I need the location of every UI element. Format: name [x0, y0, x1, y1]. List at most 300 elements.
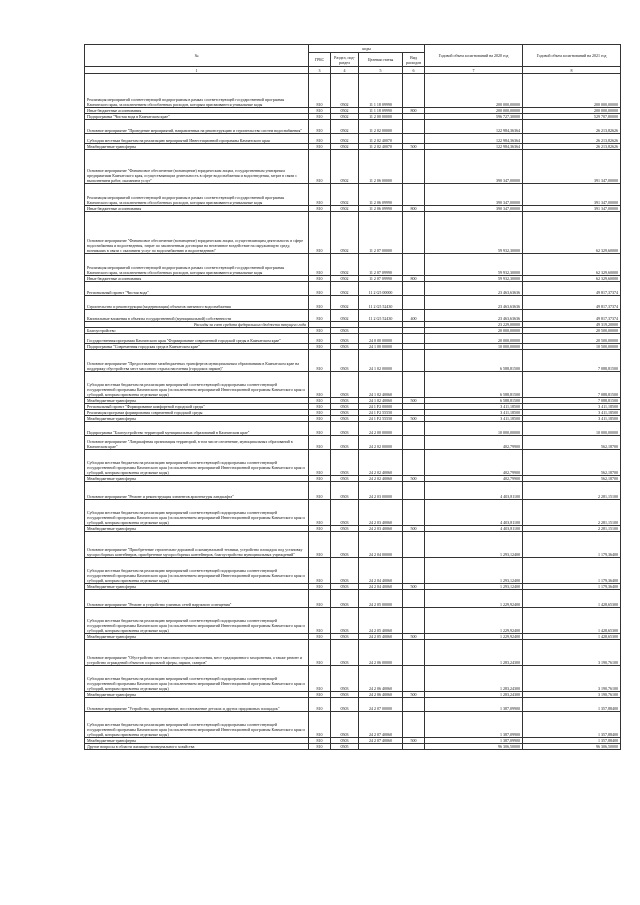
- grbs-cell: 810: [309, 744, 331, 750]
- table-row: [85, 334, 621, 344]
- row-name: Межбюджетные трансферты: [85, 526, 309, 532]
- expense-type-cell: [403, 334, 425, 344]
- grbs-cell: 810: [309, 372, 331, 398]
- grbs-cell: 810: [309, 328, 331, 334]
- amount-2021-cell: 1 357,88400: [523, 698, 621, 712]
- row-name: Региональный проект "Формирование комфортной городской среды": [85, 404, 309, 410]
- table-row: [85, 500, 621, 526]
- target-article-cell: 11 2 00 00000: [359, 114, 403, 120]
- table-row: [85, 532, 621, 558]
- razdel-cell: 0503: [331, 634, 359, 640]
- amount-2021-cell: 7 088,81500: [523, 350, 621, 372]
- header-expense-type: Вид расходов: [403, 53, 425, 67]
- expense-type-cell: [403, 482, 425, 500]
- target-article-cell: 24 2 06 40060: [359, 666, 403, 692]
- razdel-cell: 0503: [331, 404, 359, 410]
- row-name: Реализация мероприятий соответствующей подпрограммы в рамках соответствующей государственной программы Камчатского края, за исключением обособленных расходов, которым присваиваются уникальные коды: [85, 254, 309, 276]
- row-name: Реализация мероприятий соответствующей подпрограммы в рамках соответствующей государственной программы Камчатского края, за исключением обособленных расходов, которым присваиваются уникальные коды: [85, 184, 309, 206]
- amount-2021-cell: 562,18700: [523, 476, 621, 482]
- razdel-cell: 0503: [331, 422, 359, 436]
- column-index: 5: [359, 67, 403, 74]
- razdel-cell: 0502: [331, 254, 359, 276]
- grbs-cell: 810: [309, 532, 331, 558]
- target-article-cell: 24 2 03 40060: [359, 526, 403, 532]
- target-article-cell: 24 1 02 40060: [359, 372, 403, 398]
- grbs-cell: 810: [309, 590, 331, 608]
- amount-2020-cell: 596 727,30000: [425, 114, 523, 120]
- grbs-cell: 810: [309, 558, 331, 584]
- razdel-cell: 0503: [331, 410, 359, 416]
- table-row: [85, 74, 621, 108]
- row-name: Межбюджетные трансферты: [85, 738, 309, 744]
- grbs-cell: 810: [309, 476, 331, 482]
- razdel-cell: 0503: [331, 344, 359, 350]
- table-row: [85, 712, 621, 738]
- grbs-cell: 810: [309, 500, 331, 526]
- row-name: Межбюджетные трансферты: [85, 692, 309, 698]
- amount-2021-cell: 1 179,36400: [523, 558, 621, 584]
- row-name: Подпрограмма "Чистая вода в Камчатском крае": [85, 114, 309, 120]
- razdel-cell: 0502: [331, 134, 359, 144]
- row-name: Межбюджетные трансферты: [85, 634, 309, 640]
- expense-type-cell: [403, 590, 425, 608]
- expense-type-cell: [403, 372, 425, 398]
- expense-type-cell: [403, 666, 425, 692]
- table-row: [85, 482, 621, 500]
- row-name: Строительство и реконструкция (модернизация) объектов питьевого водоснабжения: [85, 296, 309, 310]
- amount-2021-cell: 391 347,00000: [523, 184, 621, 206]
- row-name: Основное мероприятие "Приобретение строительно-дорожной и коммунальной техники, устройство площадок под установку мусоросборных контейнеров, приобретение мусоросборных контейнеров, благоустройство муниципальных учреждений": [85, 532, 309, 558]
- amount-2020-cell: 59 932,30000: [425, 276, 523, 282]
- amount-2021-cell: 3 190,76100: [523, 692, 621, 698]
- table-row: [85, 640, 621, 666]
- grbs-cell: 810: [309, 108, 331, 114]
- grbs-cell: 810: [309, 334, 331, 344]
- target-article-cell: 24 2 05 00000: [359, 590, 403, 608]
- amount-2020-cell: 59 932,30000: [425, 254, 523, 276]
- amount-2020-cell: 59 932,30000: [425, 212, 523, 254]
- header-number: №: [85, 45, 309, 67]
- amount-2021-cell: 1 357,88400: [523, 712, 621, 738]
- table-row: [85, 120, 621, 134]
- expense-type-cell: [403, 608, 425, 634]
- razdel-cell: 0505: [331, 744, 359, 750]
- target-article-cell: 24 2 07 40060: [359, 712, 403, 738]
- expense-type-cell: [403, 74, 425, 108]
- razdel-cell: 0503: [331, 584, 359, 590]
- grbs-cell: 810: [309, 184, 331, 206]
- row-name: Основное мероприятие "Предоставление межбюджетных трансфертов муниципальным образованиям в Камчатском крае на поддержку обустройства мест массового отдыха населения (городских парков)": [85, 350, 309, 372]
- amount-2020-cell: 3 411,18500: [425, 410, 523, 416]
- amount-2021-cell: 2 281,15100: [523, 500, 621, 526]
- row-name: Субсидии местным бюджетам на реализацию мероприятий соответствующей подпрограммы соответствующей государственной программы Камчатского края (за исключением мероприятий Инвестиционной программы Камчатского края и субсидий, которым присвоены отдельные коды): [85, 450, 309, 476]
- razdel-cell: 0503: [331, 532, 359, 558]
- grbs-cell: 810: [309, 482, 331, 500]
- table-row: [85, 150, 621, 184]
- amount-2020-cell: 200 000,00000: [425, 74, 523, 108]
- row-name: Другие вопросы в области жилищно-коммунального хозяйства: [85, 744, 309, 750]
- razdel-cell: 0503: [331, 558, 359, 584]
- target-article-cell: 11 1 18 09990: [359, 74, 403, 108]
- grbs-cell: 810: [309, 698, 331, 712]
- grbs-cell: 810: [309, 254, 331, 276]
- amount-2020-cell: 1 387,09900: [425, 712, 523, 738]
- row-name: Расходы за счет средств федерального бюджета текущего года: [85, 322, 309, 328]
- row-name: Основное мероприятие "Устройство, проектирование, восстановление детских и других придомовых площадок": [85, 698, 309, 712]
- table-row: [85, 666, 621, 692]
- row-name: Подпрограмма "Благоустройство территорий муниципальных образований в Камчатском крае": [85, 422, 309, 436]
- grbs-cell: 810: [309, 310, 331, 322]
- amount-2021-cell: 2 281,15100: [523, 526, 621, 532]
- expense-type-cell: 500: [403, 738, 425, 744]
- razdel-cell: 0503: [331, 372, 359, 398]
- column-index: 3: [309, 67, 331, 74]
- target-article-cell: 24 2 03 00000: [359, 482, 403, 500]
- amount-2021-cell: 10 500,00000: [523, 344, 621, 350]
- amount-2020-cell: 1 387,09900: [425, 738, 523, 744]
- amount-2021-cell: 10 000,00000: [523, 422, 621, 436]
- table-row: [85, 436, 621, 450]
- razdel-cell: 0503: [331, 738, 359, 744]
- razdel-cell: 0502: [331, 212, 359, 254]
- row-name: Субсидии местным бюджетам на реализацию мероприятий Инвестиционной программы Камчатского края: [85, 134, 309, 144]
- razdel-cell: 0502: [331, 282, 359, 296]
- table-row: [85, 296, 621, 310]
- row-name: Основное мероприятие "Обустройство мест массового отдыха населения, мест традиционного захоронения, а также ремонт и устройство ограждений объектов социальной сферы, парков, скверов": [85, 640, 309, 666]
- column-index: 6: [403, 67, 425, 74]
- amount-2020-cell: 200 000,00000: [425, 108, 523, 114]
- amount-2020-cell: 10 000,00000: [425, 422, 523, 436]
- table-row: [85, 422, 621, 436]
- amount-2021-cell: 3 190,76100: [523, 640, 621, 666]
- grbs-cell: 810: [309, 150, 331, 184]
- grbs-cell: 810: [309, 526, 331, 532]
- amount-2021-cell: 562,18700: [523, 436, 621, 450]
- grbs-cell: 810: [309, 134, 331, 144]
- row-name: Реализация программ формирования современной городской среды: [85, 410, 309, 416]
- row-name: Межбюджетные трансферты: [85, 476, 309, 482]
- amount-2020-cell: 390 347,00000: [425, 206, 523, 212]
- expense-type-cell: [403, 500, 425, 526]
- expense-type-cell: [403, 120, 425, 134]
- expense-type-cell: [403, 698, 425, 712]
- amount-2020-cell: 6 588,81500: [425, 372, 523, 398]
- amount-2021-cell: 26 213,82626: [523, 120, 621, 134]
- razdel-cell: 0503: [331, 398, 359, 404]
- razdel-cell: 0503: [331, 526, 359, 532]
- razdel-cell: 0502: [331, 296, 359, 310]
- amount-2021-cell: 96 306,50000: [523, 744, 621, 750]
- amount-2021-cell: 62 329,60000: [523, 212, 621, 254]
- grbs-cell: 810: [309, 144, 331, 150]
- target-article-cell: 24 2 04 40060: [359, 584, 403, 590]
- expense-type-cell: [403, 422, 425, 436]
- razdel-cell: 0502: [331, 310, 359, 322]
- amount-2020-cell: 4 403,81100: [425, 482, 523, 500]
- razdel-cell: 0503: [331, 666, 359, 692]
- amount-2021-cell: 1 428,65300: [523, 634, 621, 640]
- amount-2021-cell: 391 347,00000: [523, 150, 621, 184]
- amount-2021-cell: 200 000,00000: [523, 74, 621, 108]
- table-row: [85, 184, 621, 206]
- expense-type-cell: [403, 640, 425, 666]
- amount-2021-cell: 391 347,00000: [523, 206, 621, 212]
- grbs-cell: 810: [309, 416, 331, 422]
- amount-2021-cell: 3 411,18500: [523, 404, 621, 410]
- amount-2020-cell: 1 293,12400: [425, 532, 523, 558]
- expense-type-cell: [403, 450, 425, 476]
- razdel-cell: 0503: [331, 436, 359, 450]
- grbs-cell: 810: [309, 634, 331, 640]
- target-article-cell: 24 1 F2 55550: [359, 416, 403, 422]
- target-article-cell: 11 2 02 40070: [359, 134, 403, 144]
- row-name: Основное мероприятие "Ремонт и устройство уличных сетей наружного освещения": [85, 590, 309, 608]
- column-index: 7: [425, 67, 523, 74]
- table-row: [85, 254, 621, 276]
- amount-2020-cell: 122 984,36364: [425, 144, 523, 150]
- amount-2020-cell: 402,79900: [425, 436, 523, 450]
- amount-2020-cell: 402,79900: [425, 450, 523, 476]
- row-name: Субсидии местным бюджетам на реализацию мероприятий соответствующей подпрограммы соответствующей государственной программы Камчатского края (за исключением мероприятий Инвестиционной программы Камчатского края и субсидий, которым присвоены отдельные коды): [85, 666, 309, 692]
- amount-2020-cell: 3 411,18500: [425, 416, 523, 422]
- amount-2020-cell: 1 283,24300: [425, 692, 523, 698]
- target-article-cell: 24 2 07 00000: [359, 698, 403, 712]
- row-name: Межбюджетные трансферты: [85, 416, 309, 422]
- grbs-cell: 810: [309, 282, 331, 296]
- header-target-article: Целевая статья: [359, 53, 403, 67]
- expense-type-cell: 400: [403, 310, 425, 322]
- razdel-cell: 0502: [331, 184, 359, 206]
- amount-2020-cell: 23 463,63636: [425, 296, 523, 310]
- row-name: Межбюджетные трансферты: [85, 144, 309, 150]
- amount-2020-cell: 23 463,63636: [425, 310, 523, 322]
- grbs-cell: 810: [309, 404, 331, 410]
- row-name: Основное мероприятие "Финансовое обеспечение (возмещение) юридическим лицам, государственным унитарным предприятиям Камчатского края, осуществляющим деятельность в сфере водоснабжения и водоотведения, затрат в связи с выполнением работ, оказанием услуг": [85, 150, 309, 184]
- grbs-cell: 810: [309, 350, 331, 372]
- amount-2020-cell: 23 463,63636: [425, 282, 523, 296]
- column-index: 1: [85, 67, 309, 74]
- amount-2021-cell: 2 281,15100: [523, 482, 621, 500]
- table-row: [85, 450, 621, 476]
- budget-sheet: [84, 44, 620, 750]
- row-name: Региональный проект "Чистая вода": [85, 282, 309, 296]
- table-row: [85, 134, 621, 144]
- target-article-cell: 24 1 02 40060: [359, 398, 403, 404]
- razdel-cell: 0503: [331, 712, 359, 738]
- target-article-cell: 11 2 02 40070: [359, 144, 403, 150]
- target-article-cell: 11 2 07 09990: [359, 276, 403, 282]
- razdel-cell: 0503: [331, 608, 359, 634]
- row-name: Подпрограмма "Современная городская среда в Камчатском крае": [85, 344, 309, 350]
- grbs-cell: 810: [309, 608, 331, 634]
- table-row: [85, 744, 621, 750]
- grbs-cell: 810: [309, 436, 331, 450]
- grbs-cell: 810: [309, 398, 331, 404]
- grbs-cell: 810: [309, 712, 331, 738]
- target-article-cell: 11 2 06 09990: [359, 206, 403, 212]
- amount-2020-cell: 1 293,12400: [425, 584, 523, 590]
- row-name: Межбюджетные трансферты: [85, 584, 309, 590]
- amount-2020-cell: 96 306,50000: [425, 744, 523, 750]
- expense-type-cell: 500: [403, 398, 425, 404]
- column-index: 4: [331, 67, 359, 74]
- amount-2020-cell: 122 984,36364: [425, 120, 523, 134]
- expense-type-cell: 500: [403, 692, 425, 698]
- expense-type-cell: [403, 134, 425, 144]
- razdel-cell: 0503: [331, 692, 359, 698]
- target-article-cell: 24 2 06 40060: [359, 692, 403, 698]
- amount-2021-cell: 49 817,37374: [523, 310, 621, 322]
- razdel-cell: 0502: [331, 108, 359, 114]
- column-index: 8: [523, 67, 621, 74]
- table-body: [85, 74, 621, 750]
- expense-type-cell: [403, 436, 425, 450]
- header-year-2020: Годовой объем ассигнований на 2020 год: [425, 45, 523, 67]
- row-name: Основное мероприятие "Финансовое обеспечение (возмещение) юридическим лицам, осуществляющим деятельность в сфере водоснабжения и водоотведения, затрат по заключенным договорам на негативное воздействие на окружающую среду, возникших в связи с оказанием услуг по водоснабжению и водоотведению": [85, 212, 309, 254]
- row-name: Субсидии местным бюджетам на реализацию мероприятий соответствующей подпрограммы соответствующей государственной программы Камчатского края (за исключением мероприятий Инвестиционной программы Камчатского края и субсидий, которым присвоены отдельные коды): [85, 558, 309, 584]
- expense-type-cell: 500: [403, 634, 425, 640]
- amount-2020-cell: 1 293,12400: [425, 558, 523, 584]
- target-article-cell: 24 2 02 40060: [359, 476, 403, 482]
- amount-2020-cell: 6 588,81500: [425, 350, 523, 372]
- expense-type-cell: 500: [403, 476, 425, 482]
- amount-2021-cell: 26 213,82626: [523, 134, 621, 144]
- amount-2021-cell: 62 329,60000: [523, 254, 621, 276]
- row-name: Благоустройство: [85, 328, 309, 334]
- razdel-cell: 0503: [331, 698, 359, 712]
- amount-2021-cell: 7 088,81500: [523, 372, 621, 398]
- expense-type-cell: 500: [403, 416, 425, 422]
- amount-2021-cell: 49 817,37374: [523, 282, 621, 296]
- header-codes: коды: [309, 45, 425, 53]
- budget-table: [84, 44, 621, 750]
- row-name: Государственная программа Камчатского края "Формирование современной городской среды в Камчатском крае": [85, 334, 309, 344]
- row-name: Субсидии местным бюджетам на реализацию мероприятий соответствующей подпрограммы соответствующей государственной программы Камчатского края (за исключением мероприятий Инвестиционной программы Камчатского края и субсидий, которым присвоены отдельные коды): [85, 608, 309, 634]
- target-article-cell: 24 2 05 40060: [359, 608, 403, 634]
- target-article-cell: 11 2 G5 52430: [359, 296, 403, 310]
- grbs-cell: 810: [309, 206, 331, 212]
- amount-2020-cell: 10 000,00000: [425, 344, 523, 350]
- table-row: [85, 558, 621, 584]
- grbs-cell: 810: [309, 120, 331, 134]
- row-name: Реализация мероприятий соответствующей подпрограммы в рамках соответствующей государственной программы Камчатского края, за исключением обособленных расходов, которым присваиваются уникальные коды: [85, 74, 309, 108]
- expense-type-cell: [403, 712, 425, 738]
- razdel-cell: 0502: [331, 114, 359, 120]
- expense-type-cell: [403, 558, 425, 584]
- table-row: [85, 212, 621, 254]
- table-row: [85, 372, 621, 398]
- razdel-cell: 0502: [331, 74, 359, 108]
- table-header: [85, 45, 621, 74]
- table-row: [85, 698, 621, 712]
- table-row: [85, 350, 621, 372]
- target-article-cell: 11 2 07 00000: [359, 212, 403, 254]
- target-article-cell: 24 1 02 00000: [359, 350, 403, 372]
- header-year-2021: Годовой объем ассигнований на 2021 год: [523, 45, 621, 67]
- table-row: [85, 590, 621, 608]
- expense-type-cell: [403, 532, 425, 558]
- amount-2021-cell: 200 000,00000: [523, 108, 621, 114]
- expense-type-cell: [403, 150, 425, 184]
- razdel-cell: 0503: [331, 328, 359, 334]
- amount-2020-cell: 1 229,92400: [425, 590, 523, 608]
- target-article-cell: 11 2 07 09990: [359, 254, 403, 276]
- amount-2020-cell: 390 347,00000: [425, 184, 523, 206]
- row-name: Основное мероприятие "Проведение мероприятий, направленных на реконструкцию и строительство систем водоснабжения": [85, 120, 309, 134]
- razdel-cell: 0503: [331, 334, 359, 344]
- grbs-cell: 810: [309, 640, 331, 666]
- row-name: Субсидии местным бюджетам на реализацию мероприятий соответствующей подпрограммы соответствующей государственной программы Камчатского края (за исключением мероприятий Инвестиционной программы Камчатского края и субсидий, которым присвоены отдельные коды): [85, 712, 309, 738]
- grbs-cell: 810: [309, 74, 331, 108]
- header-grbs: ГРБС: [309, 53, 331, 67]
- amount-2021-cell: 562,18700: [523, 450, 621, 476]
- target-article-cell: 11 2 06 00000: [359, 150, 403, 184]
- grbs-cell: 810: [309, 422, 331, 436]
- amount-2020-cell: 4 403,81100: [425, 526, 523, 532]
- target-article-cell: 11 2 G5 52430: [359, 310, 403, 322]
- target-article-cell: 11 1 18 09990: [359, 108, 403, 114]
- amount-2021-cell: 20 500,00000: [523, 334, 621, 344]
- expense-type-cell: 800: [403, 276, 425, 282]
- expense-type-cell: [403, 282, 425, 296]
- amount-2021-cell: 3 411,18500: [523, 416, 621, 422]
- target-article-cell: 11 2 G5 00000: [359, 282, 403, 296]
- razdel-cell: 0503: [331, 476, 359, 482]
- amount-2021-cell: 1 179,36400: [523, 584, 621, 590]
- target-article-cell: 24 2 00 00000: [359, 422, 403, 436]
- razdel-cell: 0503: [331, 500, 359, 526]
- expense-type-cell: [403, 350, 425, 372]
- table-row: [85, 608, 621, 634]
- razdel-cell: 0503: [331, 590, 359, 608]
- amount-2020-cell: 122 984,36364: [425, 134, 523, 144]
- grbs-cell: 810: [309, 212, 331, 254]
- expense-type-cell: 800: [403, 206, 425, 212]
- amount-2021-cell: 1 357,88400: [523, 738, 621, 744]
- amount-2021-cell: 20 500,00000: [523, 328, 621, 334]
- target-article-cell: 11 2 06 09990: [359, 184, 403, 206]
- amount-2021-cell: 529 707,80000: [523, 114, 621, 120]
- table-row: [85, 282, 621, 296]
- amount-2020-cell: 23 229,00000: [425, 322, 523, 328]
- expense-type-cell: [403, 184, 425, 206]
- target-article-cell: 24 2 06 00000: [359, 640, 403, 666]
- amount-2021-cell: 3 190,76100: [523, 666, 621, 692]
- razdel-cell: 0502: [331, 120, 359, 134]
- row-name: Субсидии местным бюджетам на реализацию мероприятий соответствующей подпрограммы соответствующей государственной программы Камчатского края (за исключением мероприятий Инвестиционной программы Камчатского края и субсидий, которым присвоены отдельные коды): [85, 372, 309, 398]
- grbs-cell: 810: [309, 738, 331, 744]
- row-name: Межбюджетные трансферты: [85, 398, 309, 404]
- amount-2020-cell: 20 000,00000: [425, 334, 523, 344]
- target-article-cell: 24 0 00 00000: [359, 334, 403, 344]
- expense-type-cell: 500: [403, 584, 425, 590]
- row-name: Капитальные вложения в объекты государственной (муниципальной) собственности: [85, 310, 309, 322]
- razdel-cell: 0502: [331, 144, 359, 150]
- amount-2021-cell: 3 411,18500: [523, 410, 621, 416]
- expense-type-cell: [403, 254, 425, 276]
- amount-2021-cell: 1 428,65300: [523, 608, 621, 634]
- amount-2020-cell: 390 347,00000: [425, 150, 523, 184]
- expense-type-cell: 500: [403, 144, 425, 150]
- grbs-cell: 810: [309, 344, 331, 350]
- row-name: Субсидии местным бюджетам на реализацию мероприятий соответствующей подпрограммы соответствующей государственной программы Камчатского края (за исключением мероприятий Инвестиционной программы Камчатского края и субсидий, которым присвоены отдельные коды): [85, 500, 309, 526]
- target-article-cell: 24 2 04 40060: [359, 558, 403, 584]
- row-name: Иные бюджетные ассигнования: [85, 108, 309, 114]
- amount-2020-cell: 6 588,81500: [425, 398, 523, 404]
- target-article-cell: 11 2 02 00000: [359, 120, 403, 134]
- grbs-cell: 810: [309, 450, 331, 476]
- header-razdel: Раздел, под-раздел: [331, 53, 359, 67]
